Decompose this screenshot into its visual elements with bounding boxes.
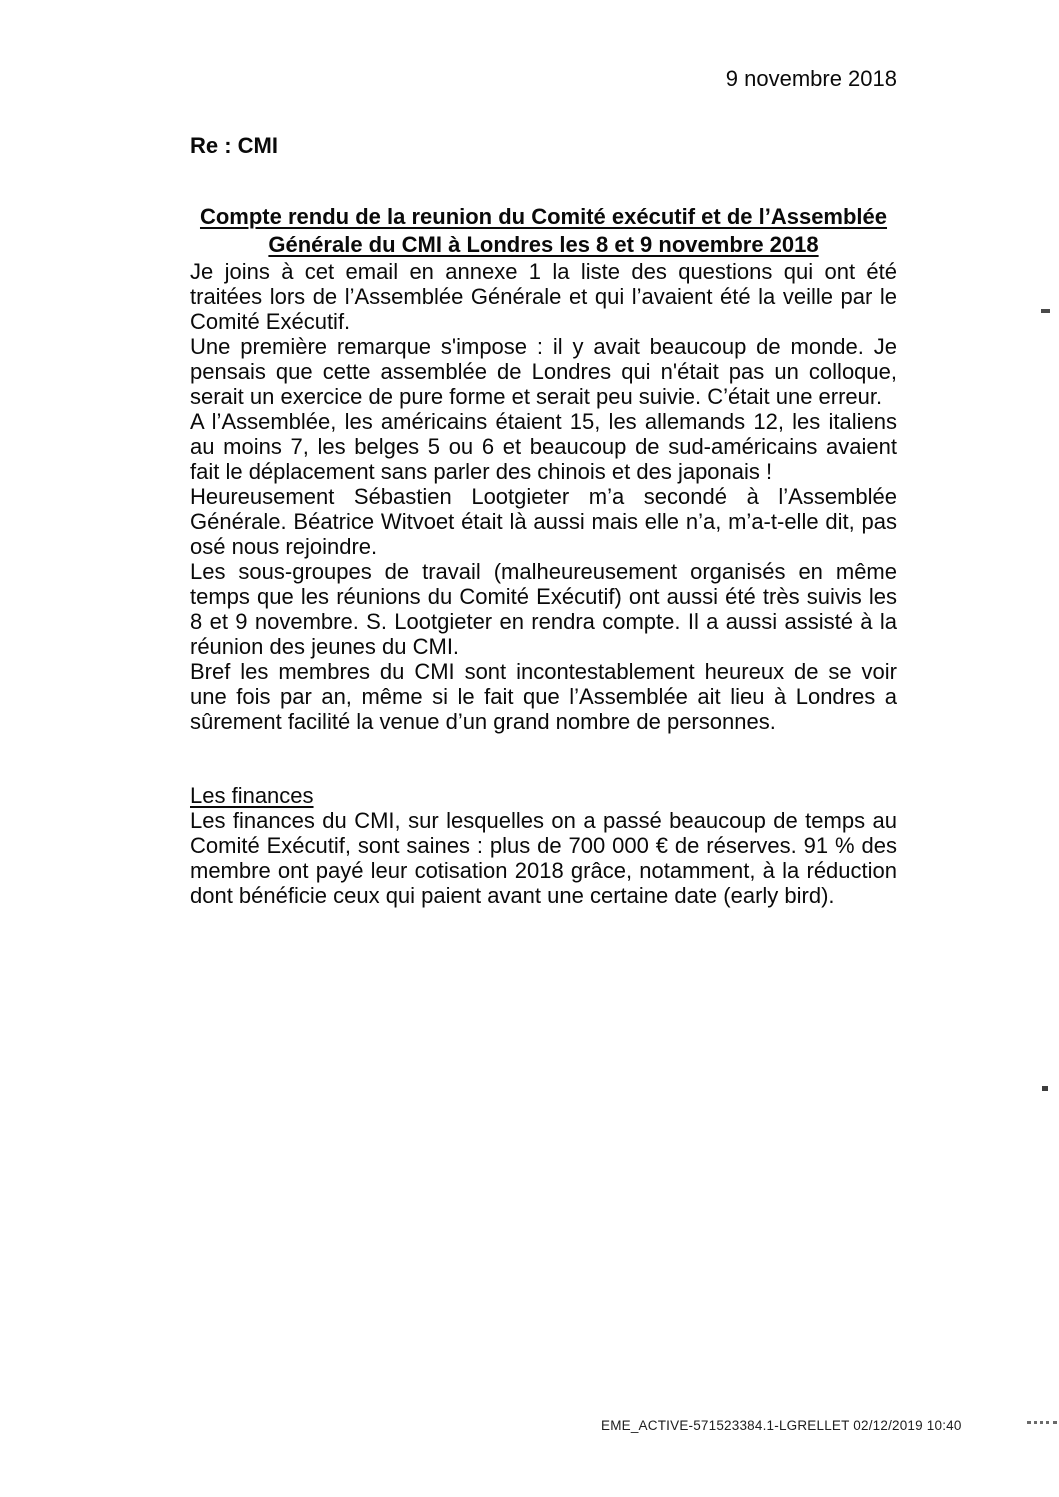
paragraph-premiere-remarque: Une première remarque s'impose : il y avait beaucoup de monde. Je pensais que cette assemblée de Londres qui n'était pas un colloque, serait un exercice de pure forme et serait peu suivie. C’était une erreur.: [190, 334, 897, 409]
subject-reference: Re : CMI: [190, 133, 278, 158]
document-title-line2: Générale du CMI à Londres les 8 et 9 novembre 2018: [268, 232, 819, 257]
footer-document-stamp: EME_ACTIVE-571523384.1-LGRELLET 02/12/2019 10:40: [601, 1418, 962, 1433]
scan-artifact-right-edge-top: [1041, 309, 1050, 313]
paragraph-membres-heureux: Bref les membres du CMI sont incontestablement heureux de se voir une fois par an, même si le fait que l’Assemblée ait lieu à Londres a sûrement facilité la venue d’un grand nombre de personnes.: [190, 659, 897, 734]
document-title-line1: Compte rendu de la reunion du Comité exécutif et de l’Assemblée: [199, 204, 888, 229]
document-title: [190, 203, 897, 259]
paragraph-finances: Les finances du CMI, sur lesquelles on a passé beaucoup de temps au Comité Exécutif, sont saines : plus de 700 000 € de réserves. 91 % des membre ont payé leur cotisation 2018 grâce, notamment, à la réduction dont bénéficie ceux qui paient avant une certaine date (early bird).: [190, 808, 897, 908]
paragraph-annexe: Je joins à cet email en annexe 1 la liste des questions qui ont été traitées lors de l’Assemblée Générale et qui l’avaient été la veille par le Comité Exécutif.: [190, 259, 897, 334]
document-content: [190, 0, 897, 908]
paragraph-lootgieter: Heureusement Sébastien Lootgieter m’a secondé à l’Assemblée Générale. Béatrice Witvoet était là aussi mais elle n’a, m’a-t-elle dit, pas osé nous rejoindre.: [190, 484, 897, 559]
document-date: 9 novembre 2018: [725, 66, 897, 91]
scan-artifact-dotted-bottom-right: [1027, 1421, 1057, 1424]
paragraph-sous-groupes: Les sous-groupes de travail (malheureusement organisés en même temps que les réunions du Comité Exécutif) ont aussi été très suivis les 8 et 9 novembre. S. Lootgieter en rendra compte. Il a aussi assisté à la réunion des jeunes du CMI.: [190, 559, 897, 659]
scan-artifact-right-edge-middle: [1042, 1086, 1048, 1091]
section-heading-finances: Les finances: [190, 783, 314, 808]
paragraph-assemblee-participants: A l’Assemblée, les américains étaient 15, les allemands 12, les italiens au moins 7, les belges 5 ou 6 et beaucoup de sud-américains avaient fait le déplacement sans parler des chinois et des japonais !: [190, 409, 897, 484]
